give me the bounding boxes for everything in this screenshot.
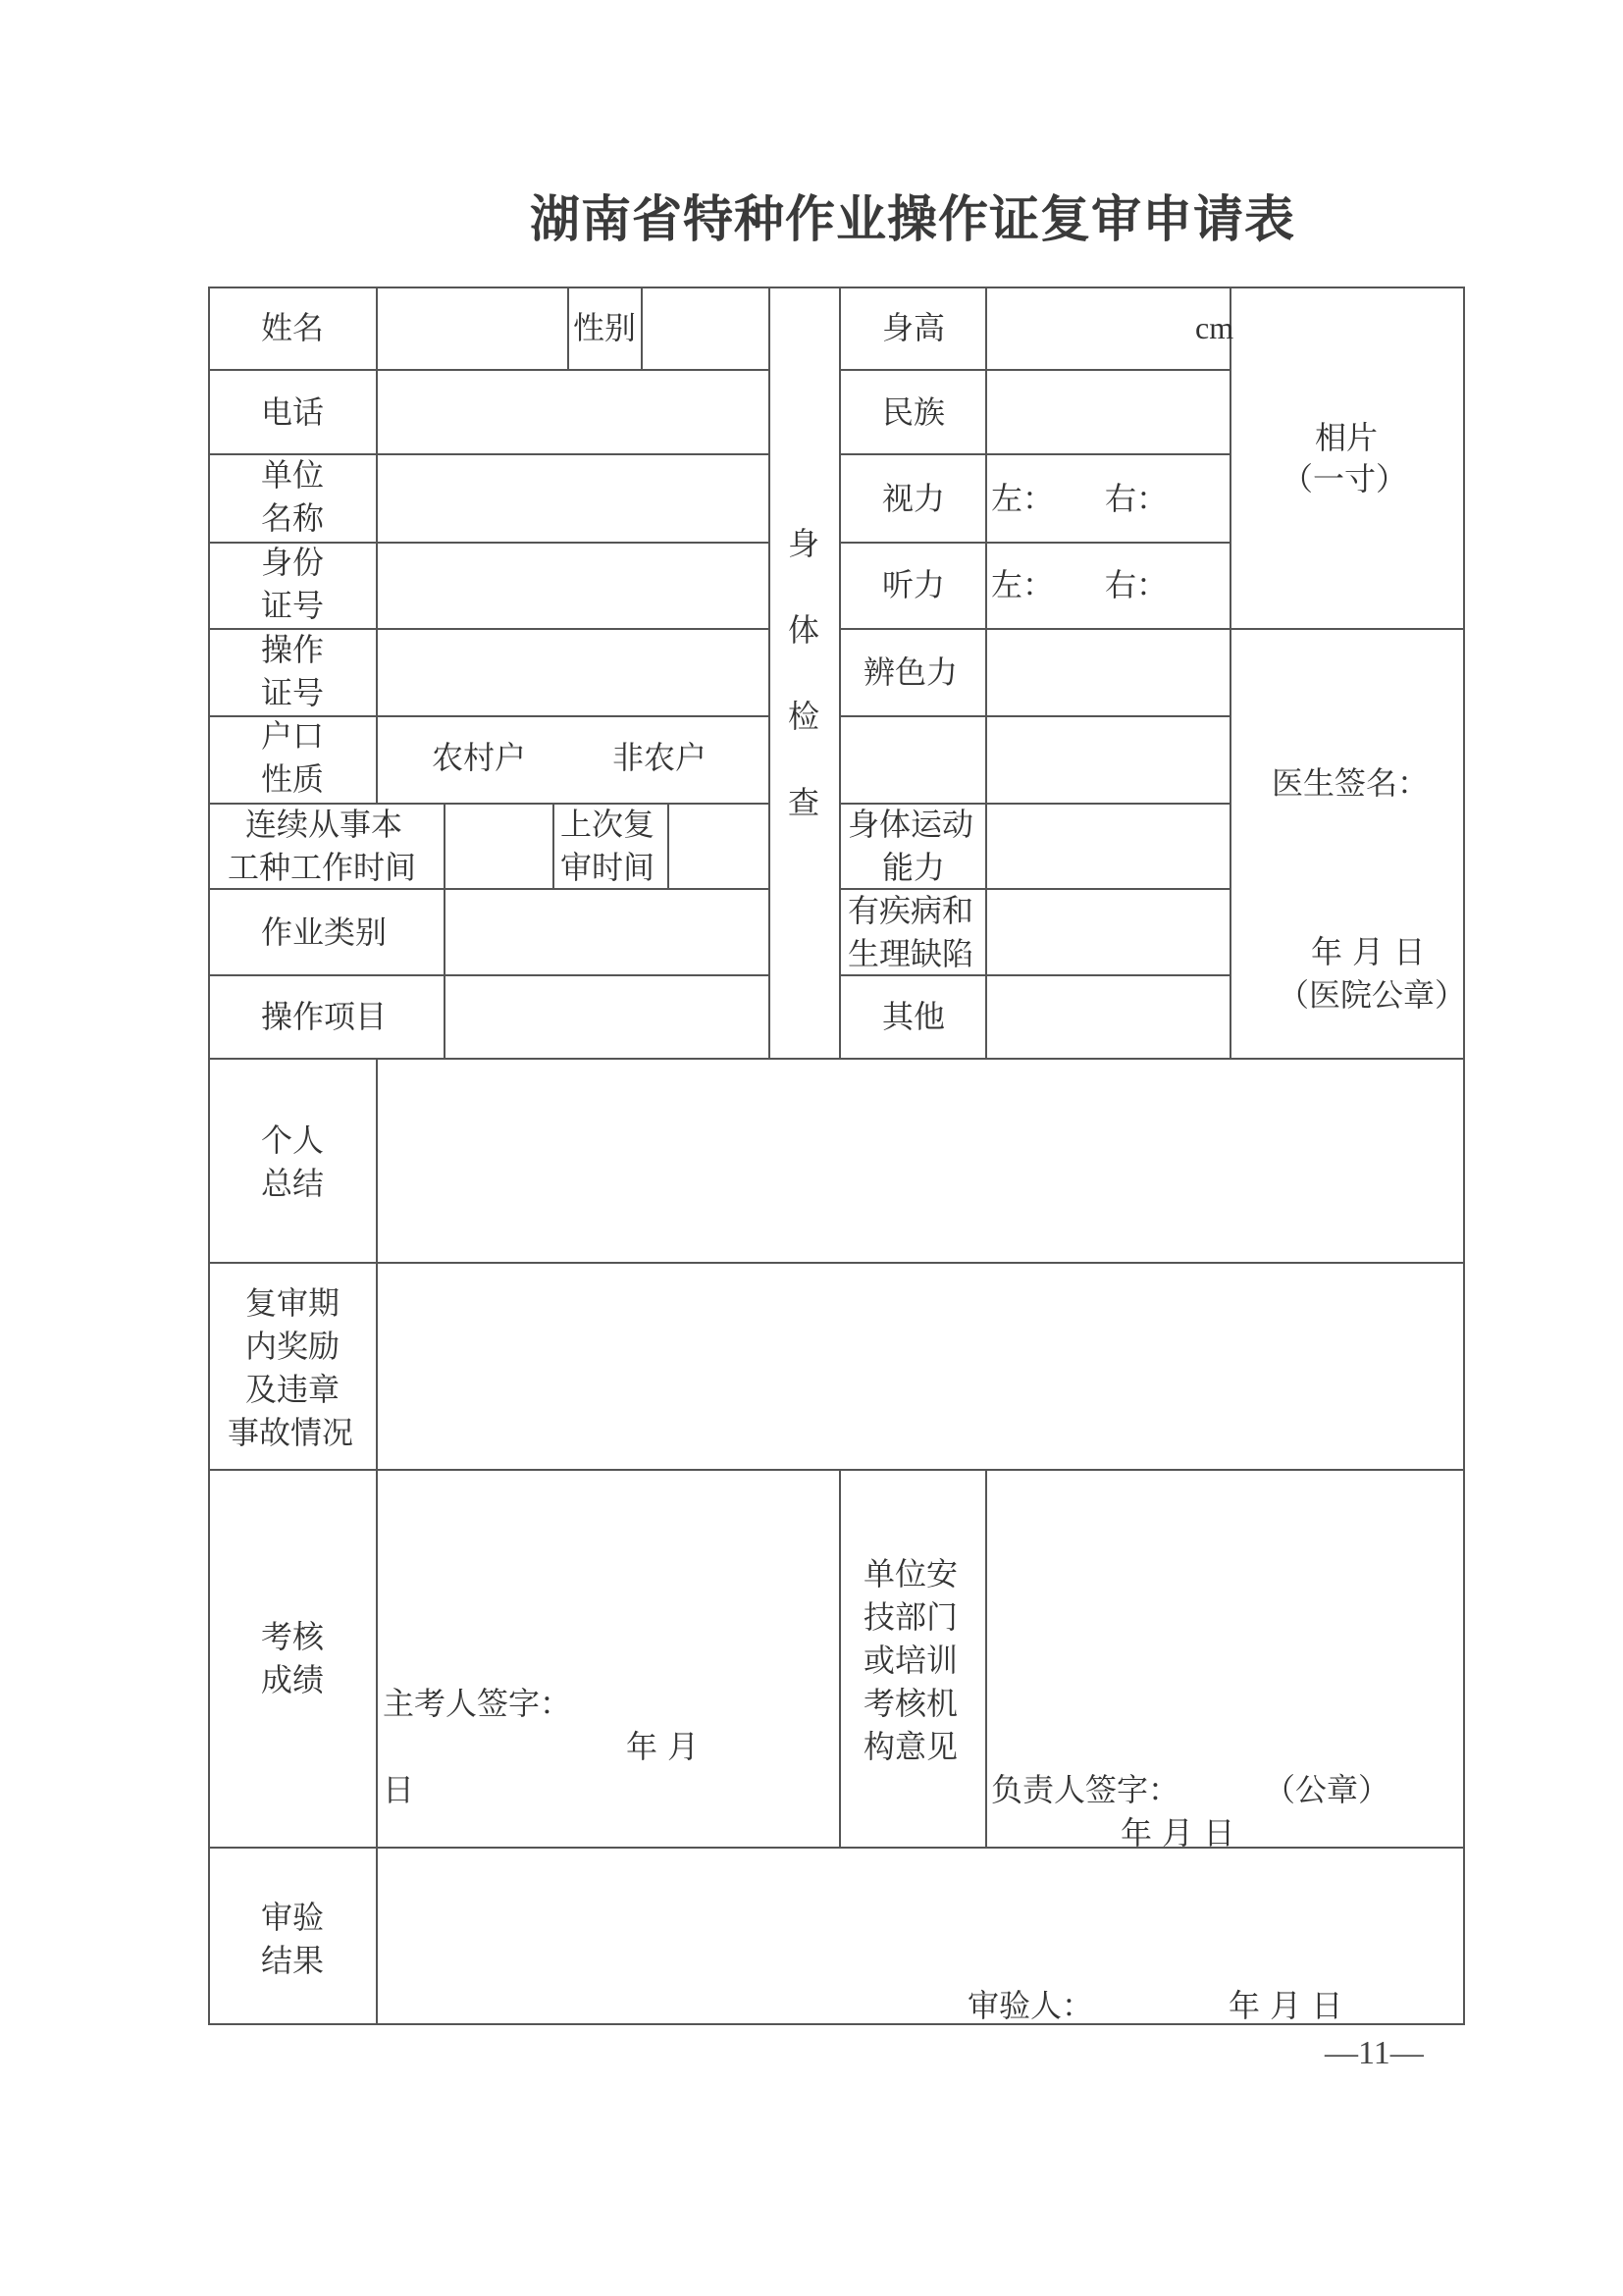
label-last-review-time: 审时间 [560,849,655,886]
label-organization-opinion: 技部门 [864,1598,959,1636]
grid-line [841,542,1231,544]
label-vision: 视力 [882,480,946,517]
grid-line [376,287,378,803]
label-motor-ability: 身体运动 [848,806,974,843]
label-physical-check: 检 [788,698,820,735]
vision-left: 左： [991,480,1055,517]
vision-right: 右： [1105,480,1169,517]
option-rural-hukou: 农村户 [432,739,527,776]
label-doctor-signature: 医生签名： [1272,764,1430,802]
examiner-date: 年 月 [626,1728,700,1765]
label-id-number: 身份 [261,544,325,581]
doctor-date: 年 月 日 [1311,933,1426,970]
label-rewards-violations: 复审期 [245,1284,340,1322]
grid-line [444,803,445,1060]
grid-line [208,1058,1465,1060]
grid-line [208,369,770,371]
photo-placeholder-label: 相片 [1315,419,1379,456]
label-motor-ability: 能力 [882,849,946,886]
grid-line [841,369,1231,371]
grid-line [841,628,1465,630]
label-last-review-time: 上次复 [560,806,655,843]
page-number: —11— [1325,2035,1424,2071]
label-rewards-violations: 及违章 [245,1371,340,1408]
grid-line [985,287,987,1060]
photo-size-label: （一寸） [1282,460,1408,497]
label-inspector: 审验人： [968,1987,1094,2024]
label-other: 其他 [882,998,946,1035]
grid-line [376,1058,378,2025]
table-border-top [208,287,1465,288]
table-border-right [1463,287,1465,2025]
label-inspection-result: 结果 [261,1942,325,1979]
label-job-category: 作业类别 [261,913,388,951]
label-official-seal: （公章） [1264,1771,1390,1808]
label-examiner-signature: 主考人签字： [383,1685,572,1722]
label-operation-item: 操作项目 [261,998,388,1035]
label-gender: 性别 [573,309,637,346]
height-unit: cm [1195,310,1234,345]
label-organization-opinion: 或培训 [864,1642,959,1679]
label-physical-check: 身 [788,525,820,562]
grid-line [985,1469,987,1849]
label-color-vision: 辨色力 [864,653,959,691]
examiner-date-day: 日 [383,1771,415,1808]
grid-line [552,803,554,890]
hearing-right: 右： [1105,566,1169,603]
label-continuous-work-time: 工种工作时间 [228,849,417,886]
label-hospital-seal: （医院公章） [1278,976,1467,1014]
label-organization-opinion: 单位安 [864,1555,959,1592]
grid-line [839,1469,841,1849]
organization-date: 年 月 日 [1121,1814,1235,1852]
label-exam-score: 成绩 [261,1661,325,1698]
label-operation-cert-number: 证号 [261,674,325,711]
label-hearing: 听力 [882,566,946,603]
form-title: 湖南省特种作业操作证复审申请表 [530,190,1296,249]
grid-line [839,287,841,1060]
label-personal-summary: 个人 [261,1122,325,1159]
label-id-number: 证号 [261,587,325,624]
grid-line [1230,287,1231,1060]
inspection-date: 年 月 日 [1229,1987,1343,2024]
grid-line [641,287,643,371]
label-disease-defect: 生理缺陷 [848,935,974,972]
grid-line [208,1262,1465,1264]
label-unit-name: 单位 [261,456,325,494]
label-personal-summary: 总结 [261,1165,325,1202]
label-organization-opinion: 考核机 [864,1685,959,1722]
label-rewards-violations: 事故情况 [228,1414,354,1451]
hearing-left: 左： [991,566,1055,603]
grid-line [208,1469,1465,1471]
label-exam-score: 考核 [261,1618,325,1655]
label-height: 身高 [882,309,946,346]
label-disease-defect: 有疾病和 [848,892,974,929]
label-ethnicity: 民族 [882,393,946,431]
grid-line [841,453,1231,455]
grid-line [208,974,770,976]
table-border-left [208,287,210,2025]
label-responsible-signature: 负责人签字： [991,1771,1180,1808]
label-physical-check: 查 [788,784,820,821]
label-name: 姓名 [261,309,325,346]
label-rewards-violations: 内奖励 [245,1328,340,1365]
grid-line [768,287,770,1060]
label-phone: 电话 [261,393,325,431]
grid-line [567,287,569,371]
label-physical-check: 体 [788,611,820,649]
label-hukou-type: 户口 [261,717,325,755]
label-continuous-work-time: 连续从事本 [245,806,403,843]
label-operation-cert-number: 操作 [261,631,325,668]
grid-line [841,715,1231,717]
grid-line [667,803,669,890]
label-organization-opinion: 构意见 [864,1728,959,1765]
option-nonrural-hukou: 非农户 [612,739,707,776]
grid-line [208,1847,1465,1849]
label-inspection-result: 审验 [261,1899,325,1936]
label-unit-name: 名称 [261,499,325,537]
label-hukou-type: 性质 [261,760,325,798]
